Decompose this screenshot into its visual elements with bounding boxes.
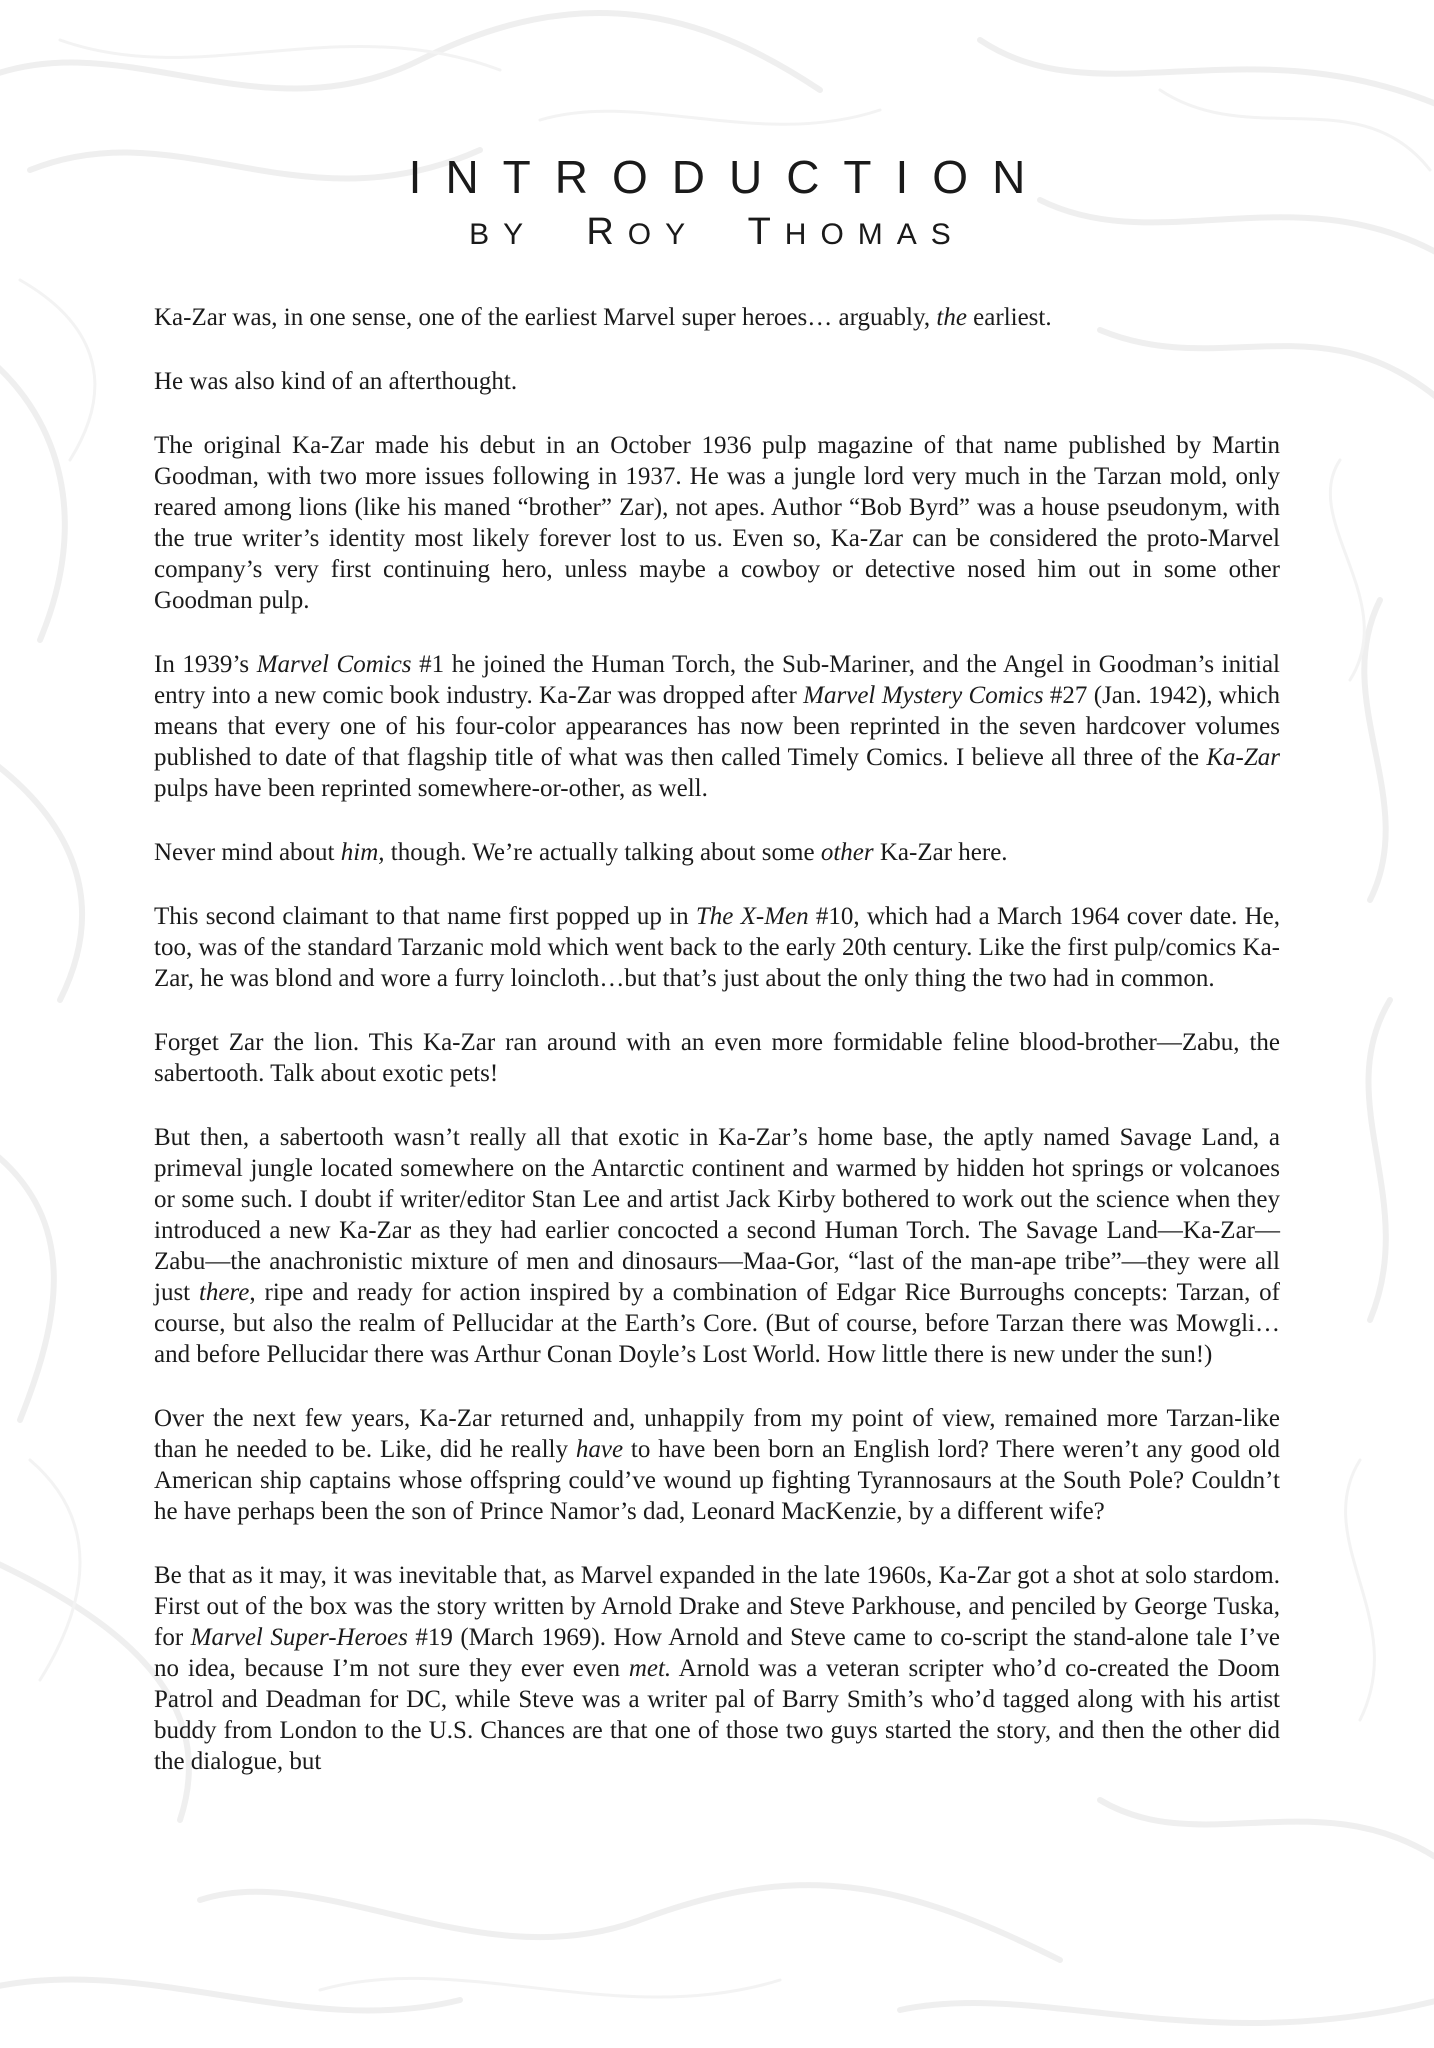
italic-title: Marvel Comics [256,651,412,678]
text-run: #10, which had a March 1964 cover date. He, too, was of the standard Tarzanic mold which went back to the early 20th century. Like the first pulp/comics Ka-Zar, he was blond and wore a furry loincloth…but that’s just about the only thing the two had in common. [154,903,1281,992]
byline-last-rest: HOMAS [784,218,965,251]
text-run: Arnold was a veteran scripter who’d co-created the Doom Patrol and Deadman for DC, while Steve was a writer pal of Barry Smith’s who’d tagged along with his artist buddy from London to the U.S. Chances are that one of those two guys started the story, and then the other did the dialogue, but [154,1655,1280,1775]
italic-run: other [820,839,874,866]
text-run: Be that as it may, it was inevitable that, as Marvel expanded in the late 1960s, Ka-Zar got a shot at solo stardom. First out of the box was the story written by Arnold Drake and Steve Parkhouse, and penciled by George Tuska, for [154,1562,1280,1651]
text-run: to have been born an English lord? There weren’t any good old American ship captains whose offspring could’ve wound up fighting Tyrannosaurs at the South Pole? Couldn’t he have perhaps been the son of Prince Namor’s dad, Leonard MacKenzie, by a different wife? [154,1436,1281,1525]
text-run: though. We’re actually talking about some [384,839,821,866]
text-run: Over the next few years, Ka-Zar returned and, unhappily from my point of view, remained more Tarzan-like than he needed to be. Like, did he really [154,1405,1280,1463]
paragraph-10 [154,1560,1280,1777]
text-run: In 1939’s [154,651,257,678]
text-run: #1 he joined the Human Torch, the Sub-Mariner, and the Angel in Goodman’s initial entry into a new comic book industry. Ka-Zar was dropped after [154,651,1281,709]
title-block [0,148,1434,257]
article-body [154,302,1280,1777]
paragraph-6 [154,901,1280,994]
paragraph-1 [154,302,1280,333]
text-run: #19 (March 1969). How Arnold and Steve came to co-script the stand-alone tale I’ve no idea, because I’m not sure they ever even [154,1624,1281,1682]
text-run: pulps have been reprinted somewhere-or-other, as well. [154,775,708,802]
paragraph-2: He was also kind of an afterthought. [154,368,518,395]
text-run: Ka-Zar was, in one sense, one of the earliest Marvel super heroes… arguably, [154,304,937,331]
paragraph-4 [154,649,1280,804]
text-run: But then, a sabertooth wasn’t really all that exotic in Ka-Zar’s home base, the aptly named Savage Land, a primeval jungle located somewhere on the Antarctic continent and warmed by hidden hot springs or volcanoes or some such. I doubt if writer/editor Stan Lee and artist Jack Kirby bothered to work out the science when they introduced a new Ka-Zar as they had earlier concocted a second Human Torch. The Savage Land—Ka-Zar—Zabu—the anachronistic mixture of men and dinosaurs—Maa-Gor, “last of the man-ape tribe”—they were all just [154,1124,1280,1306]
page-title: INTRODUCTION [408,151,1050,203]
italic-run: have [575,1436,624,1463]
byline-first-rest: OY [627,218,700,251]
byline-first-initial: R [586,211,628,253]
italic-run: there [198,1279,250,1306]
byline-last-initial: T [747,211,785,253]
text-run: #27 (Jan. 1942), which means that every one of his four-color appearances has now been reprinted in the seven hardcover volumes published to date of that flagship title of what was then called Timely Comics. I believe all three of the [154,682,1280,771]
paragraph-7: Forget Zar the lion. This Ka-Zar ran around with an even more formidable feline blood-brother—Zabu, the sabertooth. Talk about exotic pets! [154,1029,1280,1087]
paragraph-9 [154,1403,1280,1527]
text-run: This second claimant to that name first popped up in [154,903,696,930]
paragraph-3: The original Ka-Zar made his debut in an October 1936 pulp magazine of that name published by Martin Goodman, with two more issues following in 1937. He was a jungle lord very much in the Tarzan mold, only reared among lions (like his maned “brother” Zar), not apes. Author “Bob Byrd” was a house pseudonym, with the true writer’s identity most likely forever lost to us. Even so, Ka-Zar can be considered the proto-Marvel company’s very first continuing hero, unless maybe a cowboy or detective nosed him out in some other Goodman pulp. [154,432,1280,614]
italic-title: Marvel Mystery Comics [803,682,1044,709]
author-byline [0,210,1434,257]
italic-run: him, [340,839,385,866]
byline-by: BY [469,218,538,251]
paragraph-8 [154,1122,1280,1370]
italic-title: The X-Men [695,903,809,930]
italic-title: Ka-Zar [1206,744,1280,771]
italic-run: met. [628,1655,672,1682]
paragraph-5 [154,837,1280,868]
text-run: Ka-Zar here. [873,839,1008,866]
text-run: Never mind about [154,839,341,866]
text-run: earliest. [966,304,1052,331]
text-run: , ripe and ready for action inspired by a combination of Edgar Rice Burroughs concepts: Tarzan, of course, but also the realm of Pellucidar at the Earth’s Core. (But of course, before Tarzan there was Mowgli…and before Pellucidar there was Arthur Conan Doyle’s Lost World. How little there is new under the sun!) [154,1279,1280,1368]
italic-run: the [936,304,967,331]
italic-title: Marvel Super-Heroes [190,1624,408,1651]
